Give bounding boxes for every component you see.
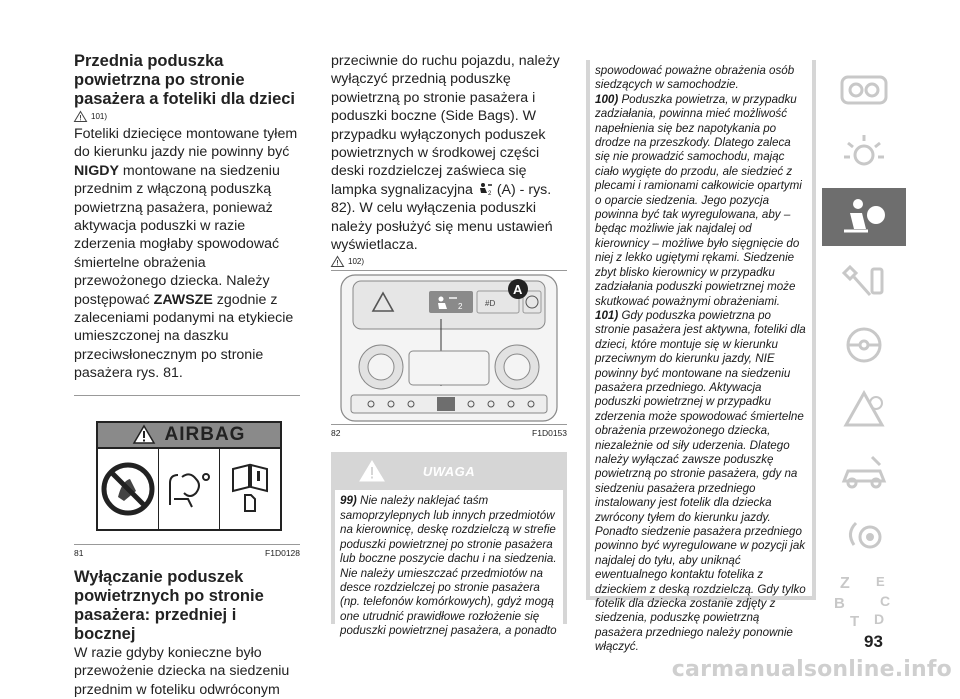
tab-starting-driving[interactable] xyxy=(822,252,906,310)
warning-reference-2 xyxy=(331,256,567,267)
warning-box-continued xyxy=(586,60,816,654)
tab-emergency[interactable] xyxy=(822,380,906,438)
figure-81-caption xyxy=(74,545,300,558)
index-letter: B xyxy=(834,595,845,612)
index-letter: T xyxy=(850,613,860,630)
index-letters-icon xyxy=(828,572,900,630)
column-2 xyxy=(331,52,567,638)
tab-technical-data[interactable] xyxy=(822,508,906,566)
index-letter: D xyxy=(874,611,885,627)
warning-box-title: UWAGA xyxy=(422,463,476,479)
tab-steering[interactable] xyxy=(822,316,906,374)
index-letter: E xyxy=(876,574,885,589)
paragraph-3: przeciwnie do ruchu pojazdu, należy wyłączyć przednią poduszkę powietrzną po stronie pasażera i poduszki boczne (Side Bags). W przypadku wyłączonych poduszek powietrznych w środkowej części deski rozdzielczej zaświeca się lampka sygnalizacyjna 2 (A) - rys. 82). W celu wyłączenia poduszki należy posłużyć się menu ustawień wyświetlacza. xyxy=(331,53,560,254)
sticker-title: AIRBAG xyxy=(164,423,246,445)
section-heading-2: Wyłączanie poduszek powietrznych po stronie pasażera: przedniej i bocznej xyxy=(74,567,264,643)
airbag-warning-sticker xyxy=(96,421,282,531)
figure-81 xyxy=(74,395,300,545)
passenger-airbag-off-icon xyxy=(477,182,493,196)
figure-number: 82 xyxy=(331,428,341,439)
warning-ref-number: 101) xyxy=(91,112,108,121)
svg-text:A: A xyxy=(513,282,523,298)
tab-index[interactable] xyxy=(822,572,906,630)
column-3 xyxy=(586,60,816,654)
warning-triangle-icon xyxy=(359,460,385,482)
chapter-index-sidebar xyxy=(822,60,906,636)
figure-code: F1D0153 xyxy=(532,428,567,439)
warning-text-continued: spowodować poważne obrażenia osób siedzących w samochodzie. 100) Poduszka powietrza, w przypadku zadziałania, powinna mieć możliwość napełnienia się bez napotykania po drodze na przeszkody. Dlatego zaleca się nie prowadzić samochodu, mając ciało wygięte do przodu, ale siedzieć z plecami i ramionami całkowicie opartymi o oparcie siedzenia. Jego pozycja powinna być tak wyregulowana, aby – będąc możliwie jak najdalej od kierownicy – możliwe było sięgnięcie do niej z lekko ugiętymi rękami. Siedzenie zbyt blisko kierownicy w przypadku zadziałania poduszki powietrznej może skutkować poważnymi obrażeniami. 101) Gdy poduszka powietrzna po stronie pasażera jest aktywna, foteliki dla dzieci, które montuje się w kierunku przeciwnym do kierunku jazdy, NIE powinny być montowane na siedzeniu pasażera przedniego. Aktywacja poduszki powietrznej w przypadku zderzenia może spowodować śmiertelne obrażenia przewożonego dziecka, niezależnie od siły uderzenia. Dlatego należy wyłączać zawsze poduszkę powietrzną po stronie pasażera, gdy na siedzeniu pasażera przedniego instalowany jest fotelik dla dziecka zwrócony tyłem do kierunku jazdy. Ponadto siedzenie pasażera przedniego powinno być wyregulowane w pozycji jak najdalej do tyłu, aby uniknąć ewentualnego kontaktu fotelika z dzieckiem z deską rozdzielczą. Gdy tylko fotelik dla dziecka zostanie zdjęty z siedzenia, poduszkę powietrzną pasażera przedniego należy ponownie włączyć. xyxy=(590,60,812,596)
figure-number: 81 xyxy=(74,547,84,558)
index-letter: C xyxy=(880,593,891,609)
watermark: carmanualsonline.info xyxy=(671,657,952,682)
svg-text:#D: #D xyxy=(485,299,496,309)
warning-reference-1 xyxy=(74,111,300,122)
warning-box xyxy=(331,452,567,638)
section-heading-1: Przednia poduszka powietrzna po stronie pasażera a foteliki dla dzieci xyxy=(74,52,296,108)
svg-text:2: 2 xyxy=(487,190,492,197)
no-child-seat-icon xyxy=(98,449,159,529)
car-dashboard-icon xyxy=(836,69,892,109)
steering-wheel-icon xyxy=(836,323,892,367)
figure-82-caption xyxy=(331,425,567,438)
warning-triangle-icon xyxy=(74,111,87,122)
lights-icon xyxy=(836,131,892,175)
wrench-fuel-icon xyxy=(836,259,892,303)
warning-ref-number: 102) xyxy=(348,257,365,267)
airbag-seat-icon xyxy=(836,195,892,239)
svg-text:2: 2 xyxy=(458,302,463,312)
paragraph-1: Foteliki dziecięce montowane tyłem do kierunku jazdy nie powinny być NIGDY montowane na siedzeniu przednim z włączoną poduszką powietrzną pasażera, ponieważ aktywacja poduszki w razie zderzenia mogłaby spowodować śmiertelne obrażenia przewożonego dziecka. Należy postępować ZAWSZE zgodnie z zaleceniami podanymi na etykiecie umieszczonej na daszku przeciwsłonecznym po stronie pasażera rys. 81. xyxy=(74,126,298,382)
tab-lights[interactable] xyxy=(822,124,906,182)
tab-safety-active[interactable] xyxy=(822,188,906,246)
tab-maintenance[interactable] xyxy=(822,444,906,502)
warning-text: 99) Nie należy naklejać taśm samoprzylepnych lub innych przedmiotów na kierownicę, deskę rozdzielczą w strefie poduszki powietrznej po stronie pasażera lub boczne poszycie dachu i na siedzenia. Nie należy umieszczać przedmiotów na desce rozdzielczej po stronie pasażera (np. telefonów komórkowych), gdyż mogą one utrudnić prawidłowe rozłożenie się poduszki powietrznej pasażera, a ponadto xyxy=(335,490,563,624)
warning-box-header xyxy=(331,452,567,490)
warning-triangle-icon xyxy=(331,256,344,267)
dashboard-control-panel xyxy=(331,271,567,425)
tab-dashboard[interactable] xyxy=(822,60,906,118)
manual-info-icon xyxy=(220,449,280,529)
index-letter: Z xyxy=(840,575,850,592)
warning-road-icon xyxy=(836,387,892,431)
figure-82 xyxy=(331,270,567,425)
figure-code: F1D0128 xyxy=(265,547,300,558)
paragraph-2: W razie gdyby konieczne było przewożenie dziecka na siedzeniu przednim w foteliku odwróconym xyxy=(74,644,290,698)
hand-tools-icon xyxy=(836,515,892,559)
page-number: 93 xyxy=(864,632,883,651)
warning-triangle-icon xyxy=(133,425,155,444)
car-service-icon xyxy=(836,451,892,495)
column-1 xyxy=(74,52,300,699)
airbag-deploy-icon xyxy=(159,449,220,529)
